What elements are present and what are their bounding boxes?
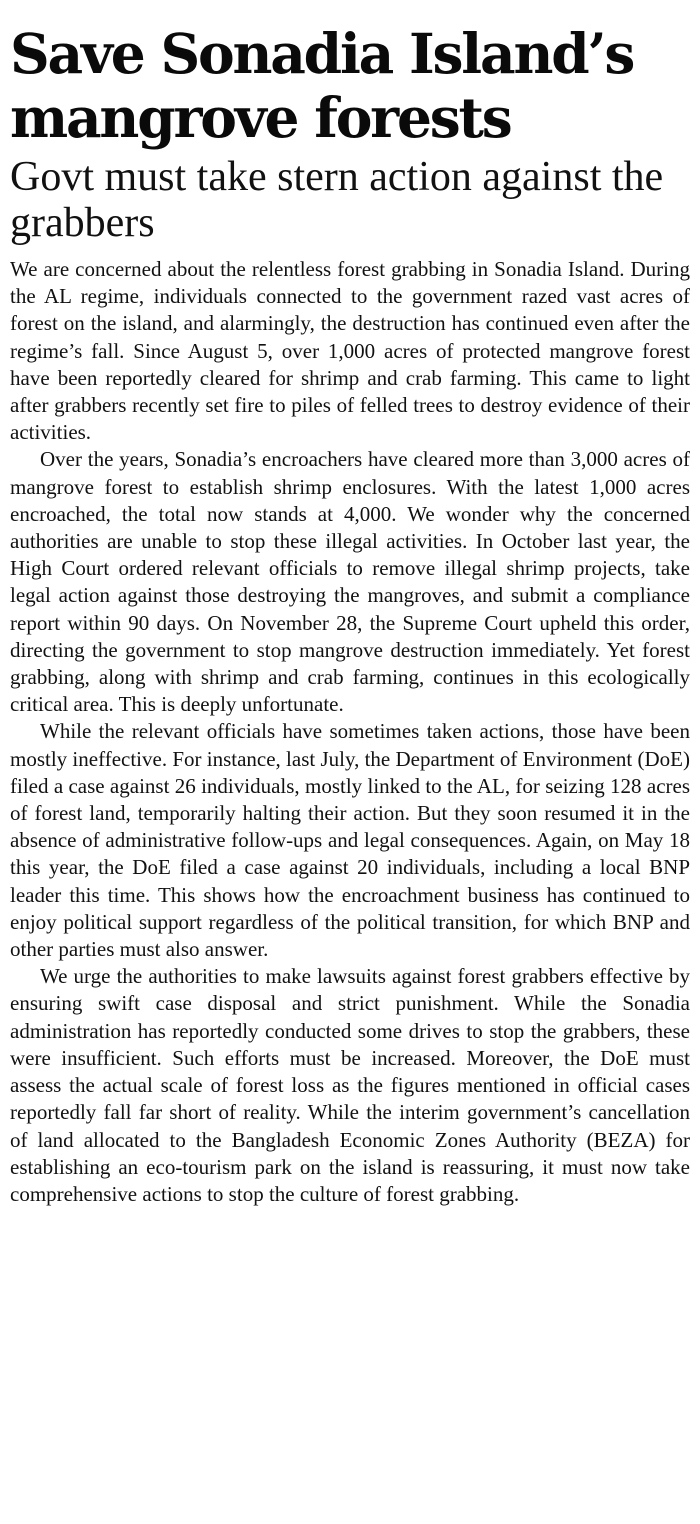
- article-body: [10, 256, 690, 1208]
- paragraph-1: We are concerned about the relentless forest grabbing in Sonadia Island. During the AL regime, individuals connected to the government razed vast acres of forest on the island, and alarmingly, the destruction has continued even after the regime’s fall. Since August 5, over 1,000 acres of protected mangrove forest have been reportedly cleared for shrimp and crab farming. This came to light after grabbers recently set fire to piles of felled trees to destroy evidence of their activities.: [10, 257, 690, 445]
- subheadline: Govt must take stern action against the grabbers: [10, 154, 664, 246]
- paragraph-2: Over the years, Sonadia’s encroachers have cleared more than 3,000 acres of mangrove forest to establish shrimp enclosures. With the latest 1,000 acres encroached, the total now stands at 4,000. We wonder why the concerned authorities are unable to stop these illegal activities. In October last year, the High Court ordered relevant officials to remove illegal shrimp projects, take legal action against those destroying the mangroves, and submit a compliance report within 90 days. On November 28, the Supreme Court upheld this order, directing the government to stop mangrove destruction immediately. Yet forest grabbing, along with shrimp and crab farming, continues in this ecologically critical area. This is deeply unfortunate.: [10, 447, 690, 717]
- paragraph-3: While the relevant officials have sometimes taken actions, those have been mostly ineffective. For instance, last July, the Department of Environment (DoE) filed a case against 26 individuals, mostly linked to the AL, for seizing 128 acres of forest land, temporarily halting their action. But they soon resumed it in the absence of administrative follow-ups and legal consequences. Again, on May 18 this year, the DoE filed a case against 20 individuals, including a local BNP leader this time. This shows how the encroachment business has continued to enjoy political support regardless of the political transition, for which BNP and other parties must also answer.: [10, 719, 690, 962]
- headline: Save Sonadia Island’s mangrove forests: [10, 21, 634, 150]
- paragraph-4: We urge the authorities to make lawsuits against forest grabbers effective by ensuring swift case disposal and strict punishment. While the Sonadia administration has reportedly conducted some drives to stop the grabbers, these were insufficient. Such efforts must be increased. Moreover, the DoE must assess the actual scale of forest loss as the figures mentioned in official cases reportedly fall far short of reality. While the interim government’s cancellation of land allocated to the Bangladesh Economic Zones Authority (BEZA) for establishing an eco-tourism park on the island is reassuring, it must now take comprehensive actions to stop the culture of forest grabbing.: [10, 964, 690, 1206]
